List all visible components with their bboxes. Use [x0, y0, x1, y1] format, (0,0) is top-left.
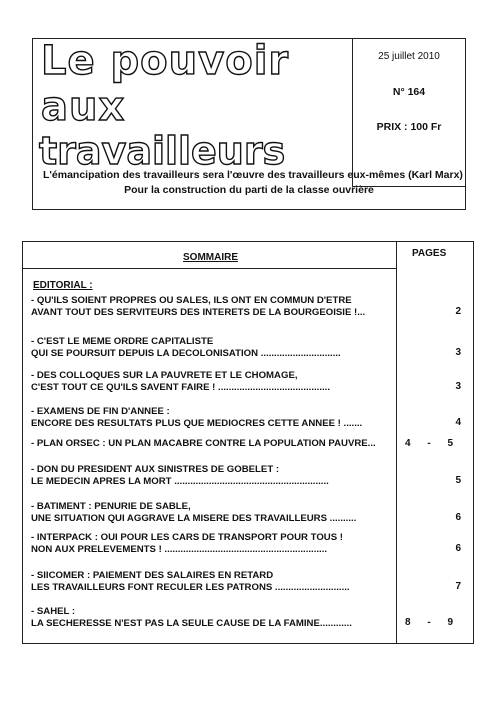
toc-entry-page: 8 - 9: [405, 617, 454, 628]
toc-entry-line: LA SECHERESSE N'EST PAS LA SEULE CAUSE DE LA FAMINE............: [31, 618, 352, 629]
toc-header-divider: [23, 268, 396, 269]
toc-entry-page: 6: [455, 512, 461, 523]
table-of-contents: [22, 241, 474, 644]
toc-entry-line: - DES COLLOQUES SUR LA PAUVRETE ET LE CHOMAGE,: [31, 370, 298, 381]
toc-entry: [31, 336, 471, 360]
toc-entry-line: LES TRAVAILLEURS FONT RECULER LES PATRONS ............................: [31, 582, 350, 593]
toc-entry-line: - INTERPACK : OUI POUR LES CARS DE TRANSPORT POUR TOUS !: [31, 532, 343, 543]
toc-entry-page: 7: [455, 581, 461, 592]
toc-entry: [31, 501, 471, 525]
toc-entry-page: 5: [455, 475, 461, 486]
toc-entry-line: UNE SITUATION QUI AGGRAVE LA MISERE DES TRAVAILLEURS ..........: [31, 513, 357, 524]
toc-entry-page: 3: [455, 347, 461, 358]
toc-entry-page: 4 - 5: [405, 438, 454, 449]
toc-entry-page: 4: [455, 417, 461, 428]
toc-entry-line: - DON DU PRESIDENT AUX SINISTRES DE GOBELET :: [31, 464, 280, 475]
toc-entry-line: AVANT TOUT DES SERVITEURS DES INTERETS DE LA BOURGEOISIE !...: [31, 307, 366, 318]
toc-entry-page: 6: [455, 543, 461, 554]
toc-entry-line: - SAHEL :: [31, 606, 76, 617]
toc-entry: [31, 570, 471, 594]
newspaper-title: [33, 38, 355, 173]
masthead: [32, 38, 466, 210]
toc-entry-line: - PLAN ORSEC : UN PLAN MACABRE CONTRE LA POPULATION PAUVRE...: [31, 438, 376, 449]
title-line-2: aux: [41, 84, 126, 130]
toc-entry: [31, 295, 471, 319]
issue-date: 25 juillet 2010: [378, 51, 440, 62]
toc-heading: SOMMAIRE: [183, 252, 238, 263]
toc-entry: [31, 370, 471, 394]
issue-number: N° 164: [392, 86, 426, 98]
toc-entry-line: - EXAMENS DE FIN D'ANNEE :: [31, 406, 170, 417]
toc-entry-line: - C'EST LE MEME ORDRE CAPITALISTE: [31, 336, 214, 347]
title-line-1: Le pouvoir: [41, 38, 290, 84]
toc-entry: [31, 606, 471, 630]
toc-entry: [31, 464, 471, 488]
toc-entry-line: QUI SE POURSUIT DEPUIS LA DECOLONISATION ..............................: [31, 348, 341, 359]
issue-price: PRIX : 100 Fr: [376, 121, 442, 133]
toc-entry: [31, 406, 471, 430]
title-line-3: travailleurs: [39, 129, 286, 173]
toc-entry-line: - QU'ILS SOIENT PROPRES OU SALES, ILS ONT EN COMMUN D'ETRE: [31, 295, 352, 306]
toc-entry: [31, 532, 471, 556]
toc-entry-line: - SIICOMER : PAIEMENT DES SALAIRES EN RETARD: [31, 570, 274, 581]
toc-pages-heading: PAGES: [412, 248, 447, 259]
toc-entry-line: - BATIMENT : PENURIE DE SABLE,: [31, 501, 191, 512]
tagline-quote: L'émancipation des travailleurs sera l'œuvre des travailleurs eux-mêmes (Karl Marx): [43, 169, 463, 181]
toc-entry: [31, 438, 471, 450]
toc-entry-line: ENCORE DES RESULTATS PLUS QUE MEDIOCRES CETTE ANNEE ! .......: [31, 418, 363, 429]
toc-entry-page: 3: [455, 381, 461, 392]
toc-entry-page: 2: [455, 306, 461, 317]
tagline-mission: Pour la construction du parti de la classe ouvrière: [124, 184, 374, 196]
toc-entry-line: LE MEDECIN APRES LA MORT ..........................................................: [31, 476, 329, 487]
toc-entry-line: NON AUX PRELEVEMENTS ! .............................................................: [31, 544, 328, 555]
issue-info-box: [352, 39, 465, 187]
toc-entry-line: C'EST TOUT CE QU'ILS SAVENT FAIRE ! ..........................................: [31, 382, 330, 393]
toc-section-editorial: EDITORIAL :: [33, 280, 93, 291]
